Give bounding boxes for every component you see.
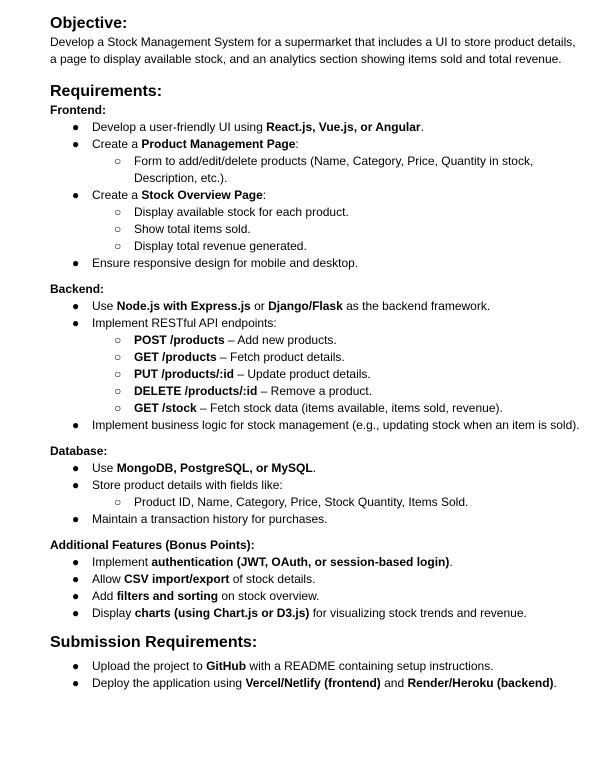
endpoint-item: ○ DELETE /products/:id – Remove a product. [114, 384, 373, 398]
sub-list-item: ○ Display total revenue generated. [114, 239, 307, 253]
sub-list-item: ○ Form to add/edit/delete products (Name, Category, Price, Quantity in stock, Description, etc.). [114, 154, 534, 185]
bullet-icon: ● [72, 512, 80, 526]
bullet-icon: ● [72, 418, 80, 432]
bullet-icon: ● [72, 676, 80, 690]
endpoint-item: ○ GET /products – Fetch product details. [114, 350, 345, 364]
objective-text: Develop a Stock Management System for a supermarket that includes a UI to store product details, a page to display available stock, and an analytics section showing items sold and total revenue. [50, 35, 576, 66]
frontend-heading: Frontend: [50, 103, 106, 117]
bullet-icon: ● [72, 137, 80, 151]
list-item: ● Implement authentication (JWT, OAuth, or session-based login). [72, 555, 453, 569]
bullet-icon: ● [72, 188, 80, 202]
bullet-icon: ● [72, 316, 80, 330]
hollow-bullet-icon: ○ [114, 205, 122, 219]
list-item: ● Maintain a transaction history for purchases. [72, 512, 328, 526]
bullet-icon: ● [72, 589, 80, 603]
frontend-list [50, 119, 580, 272]
hollow-bullet-icon: ○ [114, 154, 122, 168]
list-item: ● Store product details with fields like: [72, 478, 283, 492]
database-heading: Database: [50, 444, 108, 458]
list-item: ● Display charts (using Chart.js or D3.js) for visualizing stock trends and revenue. [72, 606, 527, 620]
bonus-list [50, 554, 580, 622]
bonus-heading: Additional Features (Bonus Points): [50, 538, 255, 552]
hollow-bullet-icon: ○ [114, 384, 122, 398]
sub-list-item: ○ Display available stock for each product. [114, 205, 349, 219]
hollow-bullet-icon: ○ [114, 367, 122, 381]
bullet-icon: ● [72, 555, 80, 569]
endpoint-item: ○ POST /products – Add new products. [114, 333, 337, 347]
list-item: ● Implement RESTful API endpoints: [72, 316, 277, 330]
bullet-icon: ● [72, 606, 80, 620]
bullet-icon: ● [72, 659, 80, 673]
list-item: ● Implement business logic for stock management (e.g., updating stock when an item is sold). [72, 418, 580, 432]
list-item: ● Add filters and sorting on stock overview. [72, 589, 320, 603]
bullet-icon: ● [72, 461, 80, 475]
hollow-bullet-icon: ○ [114, 495, 122, 509]
submission-list [50, 658, 580, 692]
sub-list-item: ○ Product ID, Name, Category, Price, Stock Quantity, Items Sold. [114, 495, 469, 509]
bullet-icon: ● [72, 572, 80, 586]
list-item: ● Use Node.js with Express.js or Django/Flask as the backend framework. [72, 299, 491, 313]
backend-list [50, 298, 580, 434]
sub-list-item: ○ Show total items sold. [114, 222, 251, 236]
bullet-icon: ● [72, 478, 80, 492]
endpoint-item: ○ GET /stock – Fetch stock data (items available, items sold, revenue). [114, 401, 503, 415]
bullet-icon: ● [72, 120, 80, 134]
submission-heading: Submission Requirements: [50, 634, 258, 651]
list-item: ● Develop a user-friendly UI using React.js, Vue.js, or Angular. [72, 120, 424, 134]
objective-heading: Objective: [50, 15, 128, 32]
hollow-bullet-icon: ○ [114, 401, 122, 415]
bullet-icon: ● [72, 256, 80, 270]
hollow-bullet-icon: ○ [114, 239, 122, 253]
requirements-heading: Requirements: [50, 83, 163, 100]
hollow-bullet-icon: ○ [114, 333, 122, 347]
document-page [50, 14, 580, 692]
backend-heading: Backend: [50, 282, 105, 296]
hollow-bullet-icon: ○ [114, 350, 122, 364]
list-item: ● Use MongoDB, PostgreSQL, or MySQL. [72, 461, 317, 475]
hollow-bullet-icon: ○ [114, 222, 122, 236]
database-list [50, 460, 580, 528]
list-item: ● Create a Product Management Page: [72, 137, 299, 151]
list-item: ● Deploy the application using Vercel/Netlify (frontend) and Render/Heroku (backend). [72, 676, 557, 690]
endpoint-item: ○ PUT /products/:id – Update product details. [114, 367, 371, 381]
list-item: ● Ensure responsive design for mobile and desktop. [72, 256, 359, 270]
list-item: ● Allow CSV import/export of stock details. [72, 572, 316, 586]
list-item: ● Create a Stock Overview Page: [72, 188, 267, 202]
bullet-icon: ● [72, 299, 80, 313]
list-item: ● Upload the project to GitHub with a README containing setup instructions. [72, 659, 494, 673]
